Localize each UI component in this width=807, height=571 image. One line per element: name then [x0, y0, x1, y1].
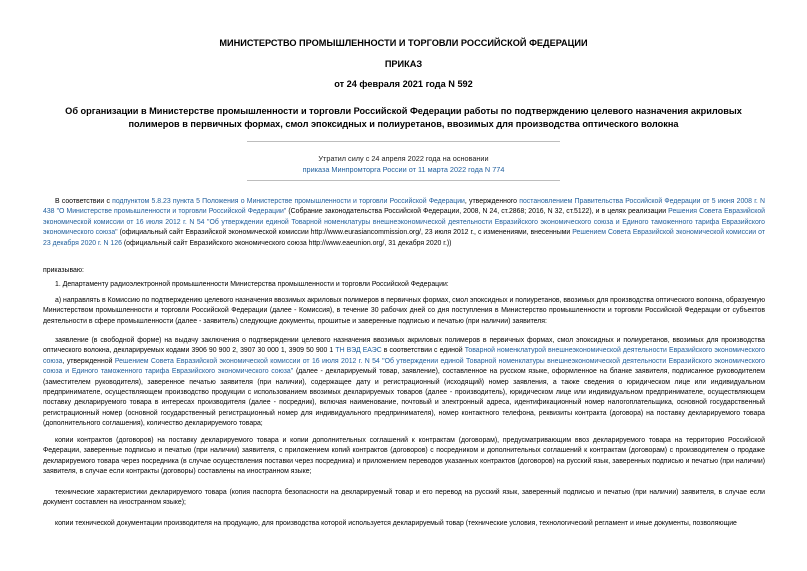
link-eec-decision-126[interactable]: Решением Совета Евразийской экономической комиссии от 23 декабря 2020 г. N 126 — [43, 229, 765, 247]
preamble-text-3: (Собрание законодательства Российской Федерации, 2008, N 24, ст.2868; 2016, N 32, ст.5122), и в целях реализации — [286, 208, 669, 216]
divider-top — [247, 141, 560, 142]
link-commodity-nomenclature[interactable]: Товарной номенклатурой внешнеэкономической деятельности Евразийского экономического союза — [43, 347, 765, 365]
status-note-text: Утратил силу с 24 апреля 2022 года на основании — [318, 154, 489, 163]
app-text-2: в соответствии с единой — [383, 347, 465, 355]
preamble-text-2: , утвержденного — [464, 198, 520, 205]
app-text-4: (далее - декларируемый товар, заявление), составленное на русском языке, оформленное на бланке заявителя, подписанное руководителем (заместителем руководителя), заверенное печатью заявителя (при наличии), содержащее дату и регистрационный (исходящий) номер заявления, а также сведения о юридическом лице или индивидуальном предпринимателе, осуществляющем производство продукции с использованием ввозимых декларируемых товаров (далее - производитель), юридическом лице или индивидуальном предпринимателе, осуществляющем поставку декларируемого товара в интересах производителя (далее - посредник), включая наименование, почтовый и электронный адреса, идентификационный номер налогоплательщика, основной государственный регистрационный номер (основной государственный регистрационный номер для индивидуального предпринимателя), номер контактного телефона, реквизиты контракта (договора) на поставку декларируемого товара (дополнительного соглашения), количество декларируемого товара; — [43, 368, 765, 428]
item-1a: а) направлять в Комиссию по подтверждению целевого назначения ввозимых акриловых полимеров в первичных формах, смол эпоксидных и полиуретанов, ввозимых для производства оптического волокна, образуемую Министерством промышленности и торговли Российской Федерации (далее - Комиссия), в течение 30 рабочих дней со дня поступления в Министерство промышленности и торговли Российской Федерации от субъектов деятельности в сфере промышленности (далее - заявитель) следующие документы, прошитые и заверенные подписью и печатью (при наличии) заявителя: — [43, 297, 765, 325]
app-text-3: , утвержденной — [62, 357, 115, 365]
link-eec-decision-54-b[interactable]: Решением Совета Евразийской экономической комиссии от 16 июля 2012 г. N 54 "Об утверждении единой Товарной номенклатуры внешнеэкономической деятельности Евразийского экономического союза и Единого таможенного тарифа Евразийского экономического союза" — [43, 357, 765, 376]
order-word: приказываю: — [43, 267, 84, 274]
preamble-paragraph — [43, 197, 765, 249]
doc-date-number: от 24 февраля 2021 года N 592 — [334, 79, 473, 89]
application-paragraph — [43, 336, 765, 430]
app-text-1: заявление (в свободной форме) на выдачу заключения о подтверждении целевого назначения ввозимых акриловых полимеров в первичных формах, смол эпоксидных и полиуретанов, ввозимых для производства оптического волокна, декларируемых кодами 3906 90 900 2, 3907 30 000 1, 3909 50 900 1 — [43, 337, 765, 355]
status-note-link[interactable]: приказа Минпромторга России от 11 марта 2022 года N 774 — [302, 165, 505, 174]
doc-type-heading: ПРИКАЗ — [384, 59, 423, 69]
ministry-heading: МИНИСТЕРСТВО ПРОМЫШЛЕННОСТИ И ТОРГОВЛИ РОССИЙСКОЙ ФЕДЕРАЦИИ — [219, 38, 588, 48]
link-eec-decision-54[interactable]: Решения Совета Евразийской экономической комиссии от 16 июля 2012 г. N 54 "Об утверждении единой Товарной номенклатуры внешнеэкономической деятельности Евразийского экономического союза и Единого таможенного тарифа Евразийского экономического союза" — [43, 208, 766, 237]
link-government-decree[interactable]: постановлением Правительства Российской Федерации от 5 июня 2008 г. N 438 "О Министерстве промышленности и торговли Российской Федерации" — [43, 198, 765, 216]
copies-paragraph: копии контрактов (договоров) на поставку декларируемого товара и копии дополнительных соглашений к контрактам (договорам), предусматривающим ввоз декларируемого товара на территорию Российской Федерации, заверенные подписью и печатью (при наличии) заявителя, с приложением копий контрактов (договоров) с посредником и дополнительных соглашений к контрактам (договорам) с производителем о продаже декларируемого товара через посредника (в случае осуществления поставки через посредника) и приложением переводов указанных контрактов (договоров) на русский язык, заверенных подписью и печатью (при наличии) заявителя, в случае если контракты (договоры) составлены на иностранном языке; — [43, 437, 765, 476]
status-note — [0, 153, 807, 175]
preamble-text-4: (официальный сайт Евразийской экономической комиссии http://www.eurasiancommission.org/, 23 июля 2012 г., с изменениями, внесенными — [117, 229, 573, 237]
preamble-text-1: В соответствии с — [55, 198, 113, 205]
tech-paragraph: технические характеристики декларируемого товара (копия паспорта безопасности на декларируемый товар и его перевод на русский язык, заверенный подписью и печатью (при наличии) заявителя, в случае если документ составлен на иностранном языке); — [43, 489, 765, 507]
doc-title: Об организации в Министерстве промышленности и торговли Российской Федерации работы по подтверждению целевого назначения акриловых полимеров в первичных формах, смол эпоксидных и полиуретанов, ввозимых для производства оптического волокна — [65, 106, 742, 129]
item-1: 1. Департаменту радиоэлектронной промышленности Министерства промышленности и торговли Российской Федерации: — [55, 281, 449, 288]
divider-bottom — [247, 180, 560, 181]
link-tn-ved[interactable]: ТН ВЭД ЕАЭС — [335, 347, 382, 355]
techdoc-paragraph: копии технической документации производителя на продукцию, для производства которой используется декларируемый товар (технические условия, технологический регламент и иные документы, позволяющие — [55, 520, 737, 527]
link-regulation-clause[interactable]: подпунктом 5.8.23 пункта 5 Положения о Министерстве промышленности и торговли Российской Федерации — [112, 198, 465, 205]
preamble-text-5: (официальный сайт Евразийского экономического союза http://www.eaeunion.org/, 31 декабря 2020 г.)) — [121, 239, 452, 247]
